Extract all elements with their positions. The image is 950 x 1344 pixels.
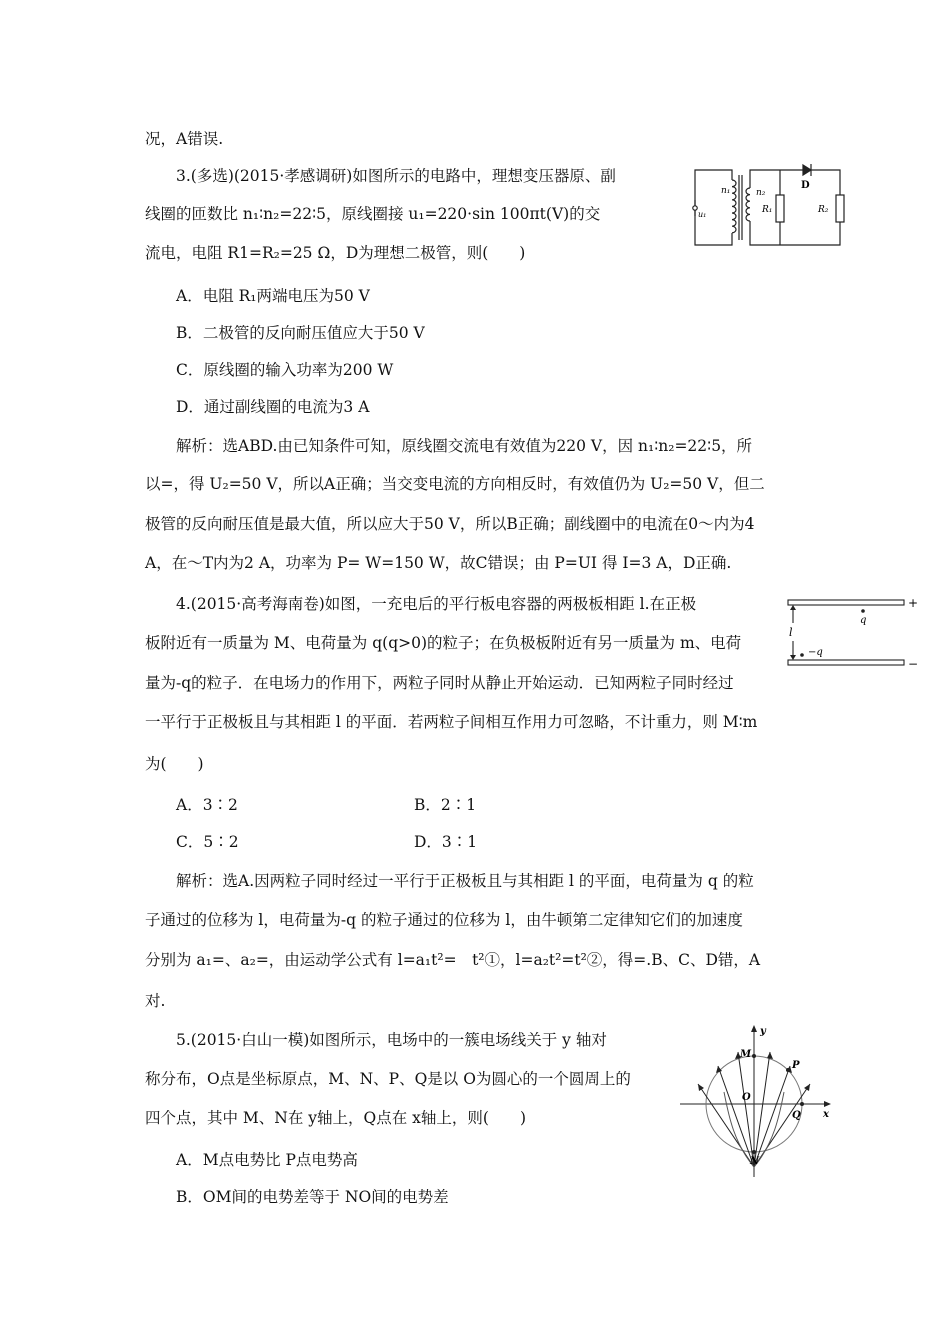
option-d: D．3∶1 xyxy=(414,833,478,851)
label-q: Q xyxy=(792,1110,801,1121)
solution-line: 解析：选ABD.由已知条件可知，原线圈交流电有效值为220 V，因 n₁∶n₂=22∶5，所 xyxy=(176,437,753,455)
option-a: A．M点电势比 P点电势高 xyxy=(176,1151,358,1169)
label-minus: − xyxy=(908,657,919,671)
text-line: 称分布，O点是坐标原点，M、N、P、Q是以 O为圆心的一个圆周上的 xyxy=(145,1070,631,1088)
label-n2: n₂ xyxy=(756,188,766,198)
text-line: 况，A错误. xyxy=(145,130,224,148)
circuit-figure xyxy=(690,160,850,252)
text-line: 流电，电阻 R1=R₂=25 Ω，D为理想二极管，则( ) xyxy=(145,244,526,262)
text-line: 为( ) xyxy=(145,755,204,773)
label-n: N xyxy=(750,1156,760,1167)
label-r1: R₁ xyxy=(762,205,773,215)
solution-line: 对. xyxy=(145,992,166,1010)
text-line: 四个点，其中 M、N在 y轴上，Q点在 x轴上，则( ) xyxy=(145,1109,527,1127)
text-line: 线圈的匝数比 n₁∶n₂=22∶5，原线圈接 u₁=220·sin 100πt(V)的交 xyxy=(145,205,601,223)
solution-line: 分别为 a₁=、a₂=，由运动学公式有 l=a₁t²= t²①，l=a₂t²=t²②，得=.B、C、D错，A xyxy=(145,951,761,969)
solution-line: A，在～T内为2 A，功率为 P= W=150 W，故C错误；由 P=UI 得 I=3 A，D正确. xyxy=(145,554,732,572)
solution-line: 极管的反向耐压值是最大值，所以应大于50 V，所以B正确；副线圈中的电流在0～内为4 xyxy=(145,515,755,533)
question-4: 4.(2015·高考海南卷)如图，一充电后的平行板电容器的两极板相距 l.在正极 xyxy=(176,595,697,613)
label-n1: n₁ xyxy=(721,186,731,196)
option-b: B．二极管的反向耐压值应大于50 V xyxy=(176,324,425,342)
option-b: B．OM间的电势差等于 NO间的电势差 xyxy=(176,1188,449,1206)
question-3: 3.(多选)(2015·孝感调研)如图所示的电路中，理想变压器原、副 xyxy=(176,167,616,185)
label-p: P xyxy=(792,1060,800,1071)
label-neg-q: −q xyxy=(808,647,823,658)
option-a: A．3∶2 xyxy=(176,796,238,814)
option-c: C．5∶2 xyxy=(176,833,239,851)
question-5: 5.(2015·白山一模)如图所示，电场中的一簇电场线关于 y 轴对 xyxy=(176,1031,607,1049)
text-line: 量为-q的粒子．在电场力的作用下，两粒子同时从静止开始运动．已知两粒子同时经过 xyxy=(145,674,734,692)
label-l: l xyxy=(789,626,793,639)
option-a: A．电阻 R₁两端电压为50 V xyxy=(176,287,370,305)
capacitor-figure xyxy=(780,592,920,676)
solution-line: 子通过的位移为 l，电荷量为-q 的粒子通过的位移为 l，由牛顿第二定律知它们的加速度 xyxy=(145,911,743,929)
option-b: B．2∶1 xyxy=(414,796,477,814)
label-q: q xyxy=(860,615,867,626)
label-m: M xyxy=(740,1049,752,1060)
field-figure xyxy=(678,1022,838,1182)
label-x: x xyxy=(823,1109,829,1120)
label-o: O xyxy=(742,1092,751,1103)
solution-line: 以=，得 U₂=50 V，所以A正确；当交变电流的方向相反时，有效值仍为 U₂=50 V，但二 xyxy=(145,475,765,493)
label-y: y xyxy=(760,1026,766,1037)
label-r2: R₂ xyxy=(818,205,829,215)
solution-line: 解析：选A.因两粒子同时经过一平行于正极板且与其相距 l 的平面，电荷量为 q 的粒 xyxy=(176,872,754,890)
option-c: C．原线圈的输入功率为200 W xyxy=(176,361,394,379)
label-u1: u₁ xyxy=(698,210,707,219)
text-line: 一平行于正极板且与其相距 l 的平面．若两粒子间相互作用力可忽略，不计重力，则 M∶m xyxy=(145,713,758,731)
option-d: D．通过副线圈的电流为3 A xyxy=(176,398,370,416)
label-diode: D xyxy=(801,180,810,191)
text-line: 板附近有一质量为 M、电荷量为 q(q>0)的粒子；在负极板附近有另一质量为 m、电荷 xyxy=(145,634,742,652)
label-plus: + xyxy=(908,596,919,610)
